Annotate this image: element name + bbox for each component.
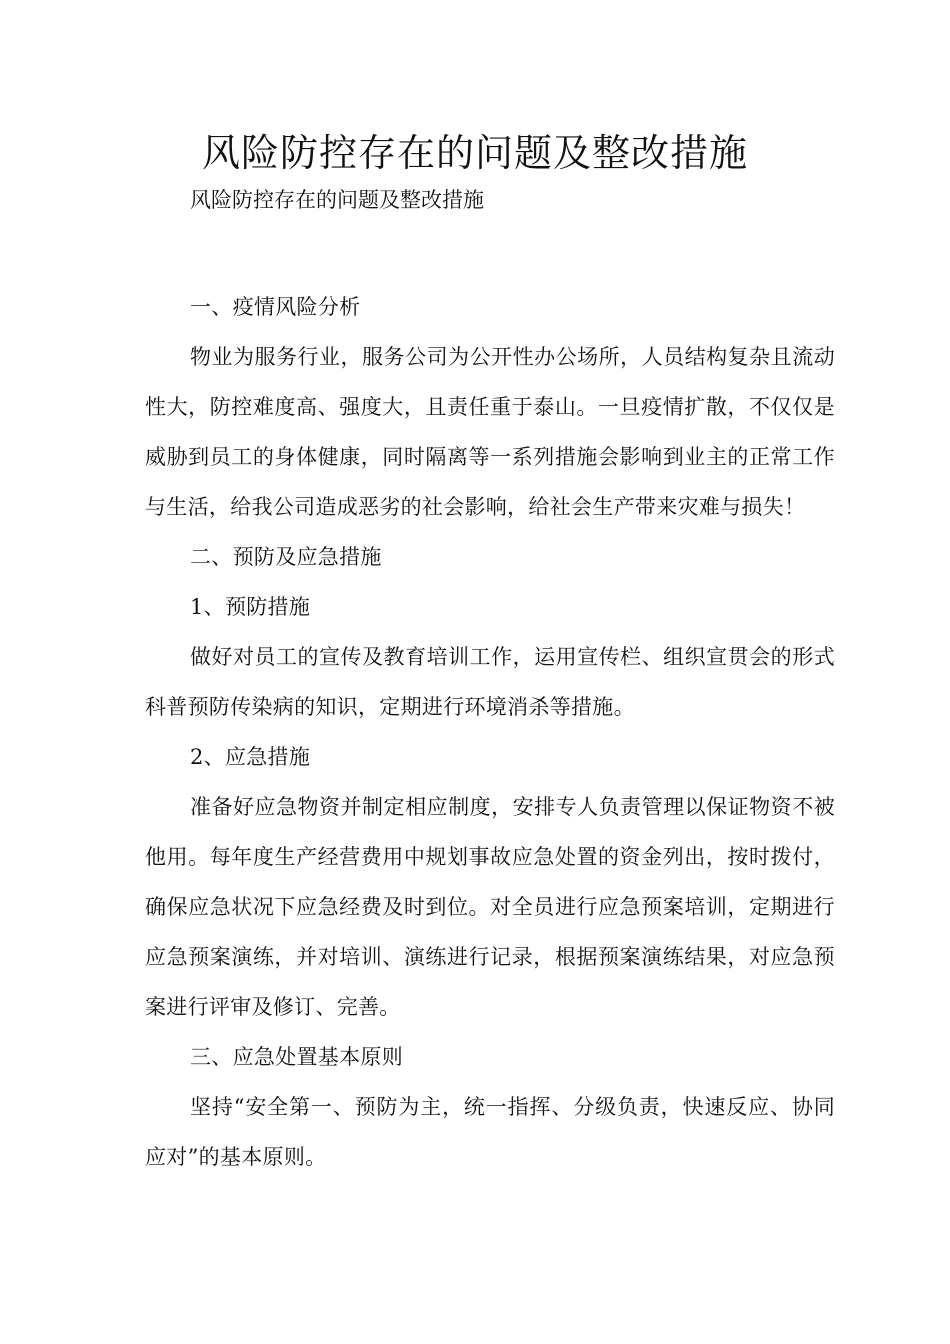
section-heading-prevention-emergency: 二、预防及应急措施 — [190, 545, 382, 569]
paragraph-emergency-measures: 准备好应急物资并制定相应制度，安排专人负责管理以保证物资不被他用。每年度生产经营费用中规划事故应急处置的资金列出，按时拨付，确保应急状况下应急经费及时到位。对全员进行应急预案培训，定期进行应急预案演练，并对培训、演练进行记录，根据预案演练结果，对应急预案进行评审及修订、完善。 — [145, 795, 835, 1019]
section-heading-principles: 三、应急处置基本原则 — [190, 1045, 403, 1069]
paragraph-risk-analysis: 物业为服务行业，服务公司为公开性办公场所，人员结构复杂且流动性大，防控难度高、强度大，且责任重于泰山。一旦疫情扩散，不仅仅是威胁到员工的身体健康，同时隔离等一系列措施会影响到业主的正常工作与生活，给我公司造成恶劣的社会影响，给社会生产带来灾难与损失！ — [145, 345, 835, 519]
paragraph-prevention-measures: 做好对员工的宣传及教育培训工作，运用宣传栏、组织宣贯会的形式科普预防传染病的知识，定期进行环境消杀等措施。 — [145, 645, 835, 719]
section-heading-risk-analysis: 一、疫情风险分析 — [190, 295, 361, 319]
document-subtitle: 风险防控存在的问题及整改措施 — [190, 188, 484, 212]
paragraph-principles: 坚持“安全第一、预防为主，统一指挥、分级负责，快速反应、协同应对”的基本原则。 — [145, 1095, 835, 1169]
document-title: 风险防控存在的问题及整改措施 — [201, 131, 748, 175]
subheading-emergency-measures: 2、应急措施 — [190, 745, 311, 769]
document-body — [145, 282, 835, 1182]
subheading-prevention-measures: 1、预防措施 — [190, 595, 311, 619]
